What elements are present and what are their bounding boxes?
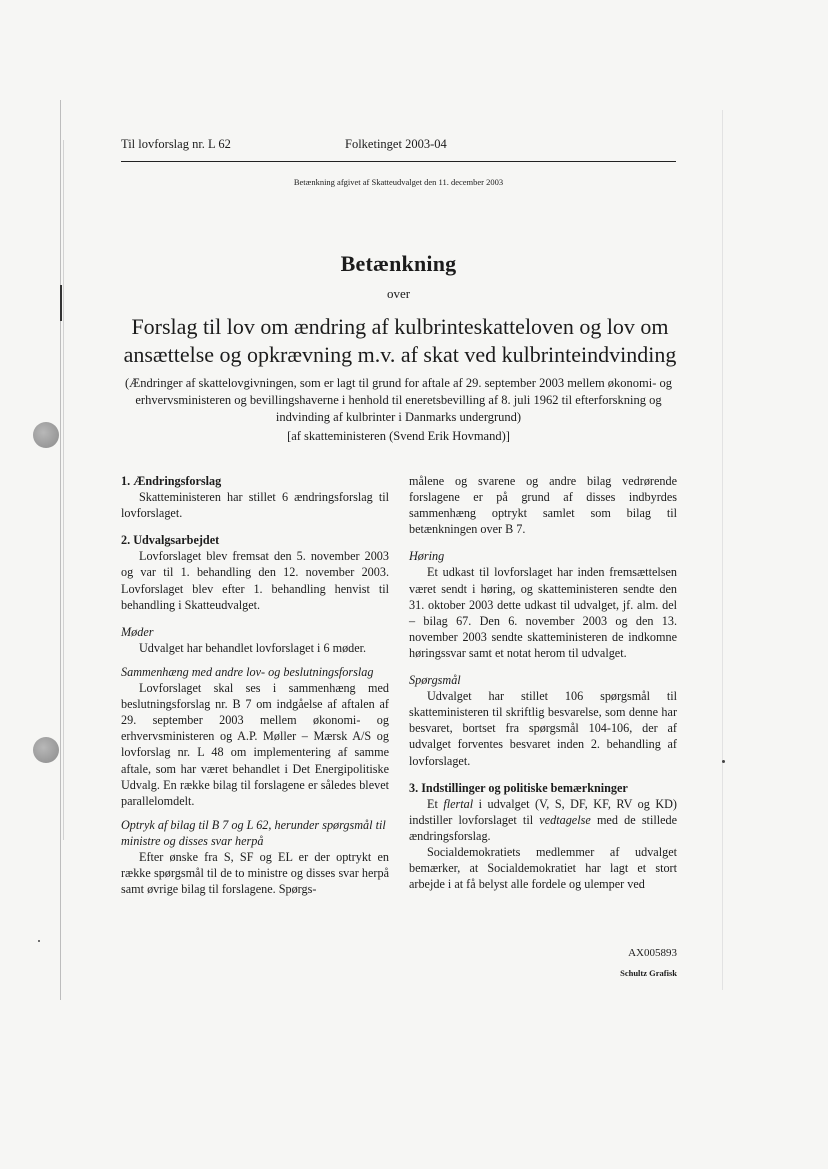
text-run: med de stillede ændringsforslag. — [409, 812, 678, 843]
subsection-heading: Spørgsmål — [409, 673, 461, 688]
printer-name: Schultz Grafisk — [620, 968, 677, 978]
byline: [af skatteministeren (Svend Erik Hovmand)] — [287, 429, 510, 443]
paragraph-continued: målene og svarene og andre bilag vedrørende forslagene er på grund af disses indbyrdes sammenhæng optrykt samlet som bilag til betænkningen over B 7. — [409, 474, 677, 537]
document-title: Betænkning — [340, 251, 457, 276]
emphasis-vedtagelse: vedtagelse — [539, 812, 591, 827]
punch-hole — [33, 422, 59, 448]
bill-reference: Til lovforslag nr. L 62 — [121, 137, 231, 151]
punch-hole — [33, 737, 59, 763]
section-heading: 2. Udvalgsarbejdet — [121, 533, 220, 548]
paragraph — [409, 796, 677, 844]
section-heading: 1. Ændringsforslag — [121, 474, 222, 488]
continued-text-space — [409, 473, 677, 537]
paragraph: Efter ønske fra S, SF og EL er der optrykt en række spørgsmål til de to ministre og disses svar herpå samt øvrige bilag til forslagene. Spørgs- — [121, 849, 389, 897]
paragraph: Lovforslaget blev fremsat den 5. november 2003 og var til 1. behandling den 12. november 2003. Lovforslaget blev efter 1. behandling henvist til behandling i Skatteudvalget. — [121, 549, 389, 612]
scan-edge-line — [63, 140, 64, 840]
text-run: i udvalget (V, S, DF, KF, RV og KD) indstiller lovforslaget til — [409, 796, 677, 827]
right-column — [409, 473, 677, 892]
text-run: Et — [427, 796, 438, 811]
paragraph: Udvalget har stillet 106 spørgsmål til skatteministeren til skriftlig besvarelse, som denne har besvaret, bortset fra spørgsmål 104-106, der af udvalget forventes besvaret inden 2. behandling af lovforslaget. — [409, 689, 677, 768]
bill-description: (Ændringer af skattelovgivningen, som er lagt til grund for aftale af 29. september 2003 mellem økonomi- og erhvervsministeren og bevillingshaverne i henhold til eneretsbevilling af 8. juli 1962 til efterforskning og indvinding af kulbrinter i Danmarks undergrund) — [124, 376, 673, 424]
scan-edge-line — [60, 100, 61, 1000]
session-label: Folketinget 2003-04 — [345, 137, 447, 151]
over-label: over — [386, 286, 411, 301]
section-heading: 3. Indstillinger og politiske bemærkninger — [409, 780, 628, 795]
subsection-heading: Høring — [409, 549, 445, 564]
bill-subject: Forslag til lov om ændring af kulbrinteskatteloven og lov om ansættelse og opkrævning m.v. af skat ved kulbrinteindvinding — [123, 314, 677, 367]
paragraph: Lovforslaget skal ses i sammenhæng med beslutningsforslag nr. B 7 om indgåelse af aftalen af 29. september 2003 mellem økonomi- og erhvervsministeren og A.P. Møller – Mærsk A/S og lovforslag nr. L 48 om implementering af samme aftale, som har været behandlet i Det Energipolitiske Udvalg. En række bilag til forslagene er således blevet parallelomdelt. — [121, 681, 389, 808]
scan-mark — [60, 285, 62, 321]
emphasis-flertal: flertal — [443, 796, 474, 811]
paragraph: Udvalget har behandlet lovforslaget i 6 møder. — [139, 640, 367, 655]
subsection-heading: Optryk af bilag til B 7 og L 62, herunder spørgsmål til ministre og disses svar herpå — [121, 817, 386, 848]
paragraph: Et udkast til lovforslaget har inden fremsættelsen været sendt i høring, og skatteministeren sendte den 31. oktober 2003 dette udkast til udvalget, jf. alm. del – bilag 67. Den 6. november 2003 og den 13. november 2003 sendte skatteministeren de indkomne høringssvar samt et notat herom til udvalget. — [409, 565, 677, 660]
scan-speck — [38, 940, 40, 942]
submitted-note: Betænkning afgivet af Skatteudvalget den 11. december 2003 — [293, 177, 504, 187]
scan-edge-line — [722, 110, 723, 990]
subsection-heading: Møder — [121, 624, 154, 639]
scan-speck — [722, 760, 725, 763]
document-code: AX005893 — [628, 947, 677, 959]
paragraph: Socialdemokratiets medlemmer af udvalget bemærker, at Socialdemokratiet har lagt et stort arbejde i at få belyst alle fordele og ulemper ved — [409, 844, 677, 892]
header-rule — [121, 161, 676, 162]
paragraph: Skatteministeren har stillet 6 ændringsforslag til lovforslaget. — [121, 490, 389, 521]
left-column — [121, 473, 389, 897]
subsection-heading: Sammenhæng med andre lov- og beslutningsforslag — [121, 664, 374, 679]
